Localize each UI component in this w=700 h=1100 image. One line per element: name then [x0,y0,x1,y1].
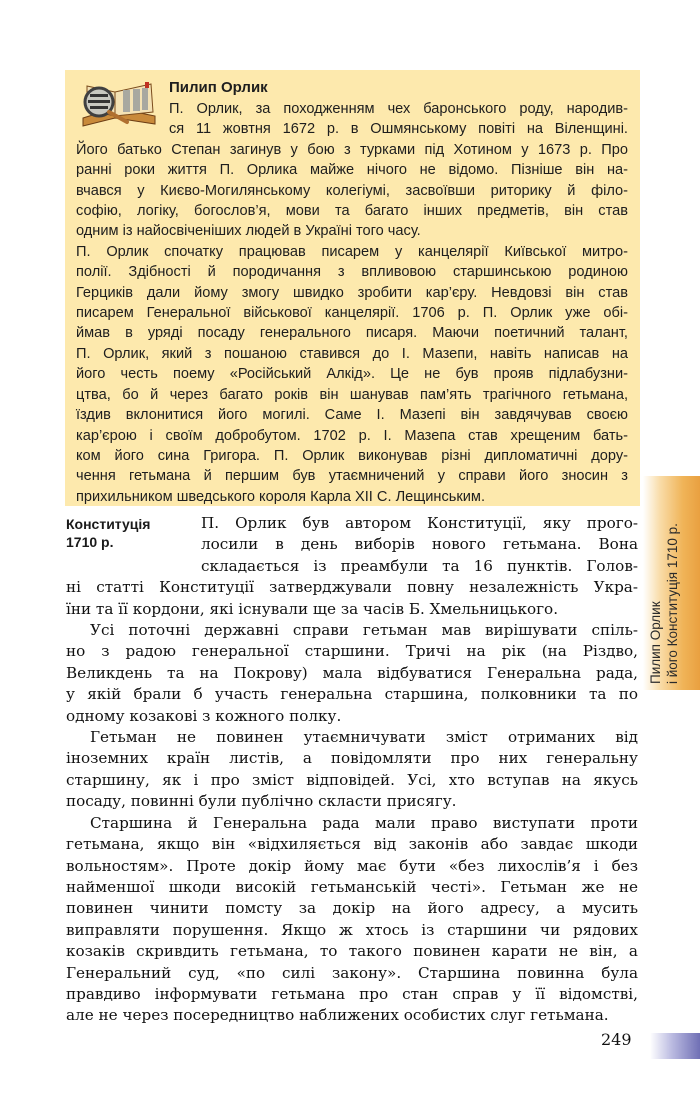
infobox-line: прихильником шведського короля Карла XII С. Лещинським. [76,488,486,505]
text-line: П. Орлик був автором Конституції, яку прого- [201,514,638,532]
infobox-line: писарем Генеральної військової канцелярії. 1706 р. П. Орлик уже обі- [76,305,628,322]
infobox-body [76,99,628,507]
text-line: ні статті Конституції затверджували повну незалежність Укра- [66,578,638,597]
infobox-line: П. Орлик, за походженням чех баронського роду, народив- [169,101,628,117]
side-tab-label [647,484,691,684]
infobox-line: Герциків дали йому змогу швидко зробити кар’єру. Невдовзі він став [76,284,628,301]
text-line: Гетьман не повинен утаємничувати зміст отриманих від [90,728,638,747]
infobox-line: чення гетьмана й першим був утаємничений у справи його зносин з [76,468,628,485]
biography-infobox [65,70,640,506]
text-line: але не через посередництво наближених особистих слуг гетьмана. [66,1006,609,1025]
text-line: складається із преамбули та 16 пунктів. Голов- [201,556,638,575]
infobox-line: вчався у Києво-Могилянському колегіумі, засвоївши риторику й філо- [76,182,628,199]
page-number-bar [650,1033,700,1059]
text-line: старшину, як і про зміст відповідей. Усі, хто вступав на якусь [66,770,638,789]
margin-note-line: 1710 р. [66,534,114,550]
page-number: 249 [601,1030,632,1049]
text-line: найменшої шкоди високій гетьманській честі». Гетьман же не [66,877,638,896]
text-line: у якій брали б участь генеральна старшина, полковники та по [66,685,638,704]
text-line: іноземних країн листів, а повідомляти про них генеральну [66,749,638,768]
text-line: Генеральний суд, «по силі закону». Старшина повинна була [66,963,638,982]
main-text [66,513,638,1027]
infobox-line: ймав в уряді посаду генерального писаря. Маючи поетичний талант, [76,325,628,342]
margin-note-line: Конституція [66,516,151,532]
infobox-line: полії. Здібності й породичання з впливовою старшинською родиною [76,264,628,281]
infobox-line: цтва, бо й через багато років він шанував пам’ять трагічного гетьмана, [76,386,628,403]
infobox-line: ся 11 жовтня 1672 р. в Ошмянському повіті на Віленщині. [169,121,628,138]
text-line: козаків скривдить гетьмана, то такого повинен карати не він, а [66,942,638,961]
text-line: посаду, повинні були публічно скласти присягу. [66,792,457,811]
infobox-line: ком його сина Григора. П. Орлик виконував різні дипломатичні дору- [76,447,628,464]
side-tab-line: і його Конституція 1710 р. [665,523,680,684]
infobox-line: кар’єрою і своїм добробутом. 1702 р. І. Мазепа став хрещеним бать- [76,427,628,444]
infobox-line: ранні роки життя П. Орлика майже нічого не відомо. Пізніше він на- [76,162,628,179]
text-line: Великдень та на Покрову) мала відбуватися Генеральна рада, [66,663,638,682]
infobox-line: одним із найосвіченіших людей в Україні того часу. [76,223,421,240]
text-line: вольностям». Проте докір йому має бути «без лихослів’я і без [66,856,638,875]
text-line: гетьмана, якщо він «відхиляється від законів або завдає шкоди [66,835,638,854]
text-line: виправляти порушення. Якщо ж хтось із старшини чи рядових [66,920,638,939]
infobox-line: софію, логіку, богослов’я, мови та багато інших предметів, він став [76,203,628,220]
text-line: Усі поточні державні справи гетьман мав вирішувати спіль- [90,621,638,640]
infobox-title: Пилип Орлик [169,79,268,96]
text-line: повинен чинити помсту за докір на його адресу, а мусить [66,899,638,918]
text-line: но з радою генеральної старшини. Тричі на рік (на Різдво, [66,642,638,661]
infobox-line: П. Орлик спочатку працював писарем у канцелярії Київської митро- [76,243,628,260]
infobox-line: П. Орлик, який з пошаною ставився до І. Мазепи, навіть написав на [76,345,628,362]
infobox-line: його честь поему «Російський Алкід». Це не був прояв підлабузни- [76,366,628,383]
side-tab-line: Пилип Орлик [648,601,663,684]
text-line: їни та її кордони, які існували ще за часів Б. Хмельницького. [66,599,559,618]
text-line: лосили в день виборів нового гетьмана. Вона [201,535,638,554]
text-line: одному козакові з кожного полку. [66,706,342,725]
text-line: правдиво інформувати гетьмана про стан справ у її відомстві, [66,984,638,1003]
section-side-tab [643,476,700,690]
infobox-line: їздив вклонитися його могилі. Саме І. Мазепі він завдячував своєю [76,407,628,424]
infobox-line: Його батько Степан загинув у бою з турками під Хотином у 1673 р. Про [76,141,628,158]
text-line: Старшина й Генеральна рада мали право виступати проти [90,813,638,832]
